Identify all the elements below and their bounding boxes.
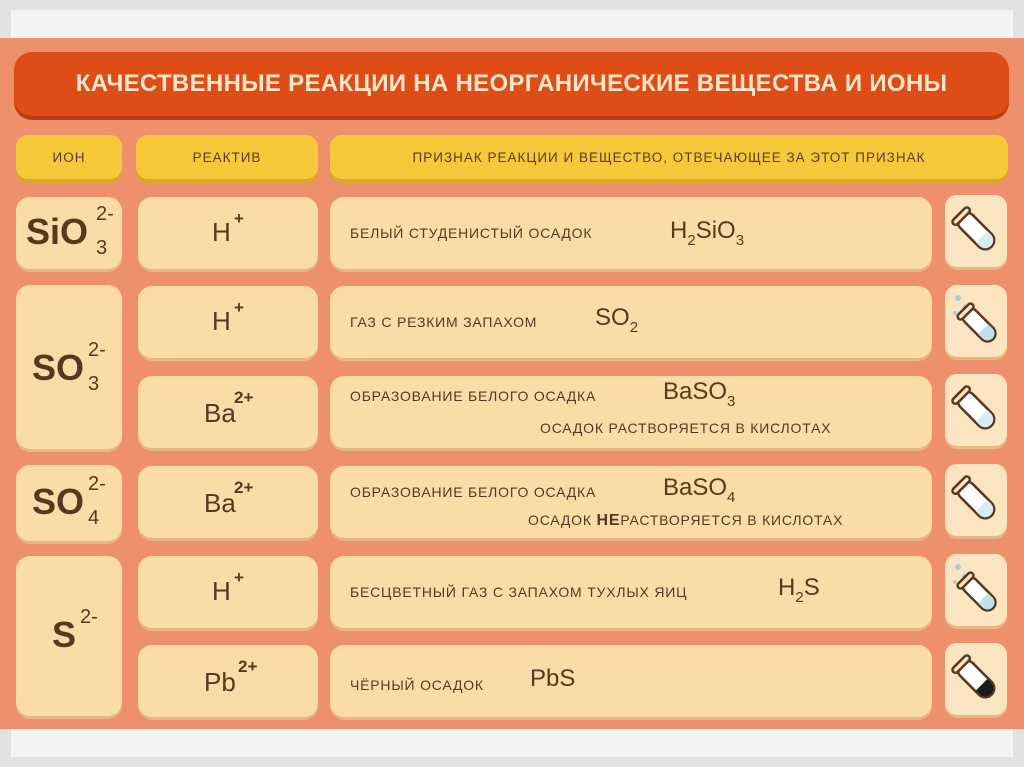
formula-subscript: 3 (727, 393, 736, 410)
reagent-symbol: Pb (204, 667, 236, 697)
test-tube-gas-bubbles-icon (945, 285, 1007, 357)
title-bar (14, 52, 1009, 116)
reagent-charge: 2+ (238, 657, 258, 676)
formula (778, 574, 820, 606)
reagent-cell (138, 376, 318, 448)
sign-text: БЕСЦВЕТНЫЙ ГАЗ С ЗАПАХОМ ТУХЛЫХ ЯИЦ (350, 584, 688, 600)
formula-subscript: 2 (795, 589, 804, 606)
test-tube-white-precipitate-icon (945, 464, 1007, 536)
formula-subscript: 2 (629, 319, 639, 336)
page-title: КАЧЕСТВЕННЫЕ РЕАКЦИИ НА НЕОРГАНИЧЕСКИЕ ВЕЩЕСТВА И ИОНЫ (75, 70, 948, 97)
ion-subscript: 3 (96, 237, 108, 259)
formula-part: BaSO (663, 474, 728, 501)
formula (670, 217, 745, 249)
sign-cell (330, 197, 932, 269)
sign-note-emphasis: НЕ (596, 512, 621, 529)
sign-text: БЕЛЫЙ СТУДЕНИСТЫЙ ОСАДОК (350, 225, 593, 241)
sign-text: ОБРАЗОВАНИЕ БЕЛОГО ОСАДКА (350, 388, 597, 404)
reagent-cell (138, 645, 318, 717)
ion-cell-so4 (16, 465, 122, 541)
sign-note: ОСАДОК РАСТВОРЯЕТСЯ В КИСЛОТАХ (540, 420, 832, 436)
header-ion (16, 135, 122, 179)
reagent-charge: + (234, 568, 244, 587)
ion-cell-s (16, 556, 122, 716)
ion-so4 (32, 473, 106, 529)
formula-subscript: 2 (687, 232, 696, 249)
ion-s (52, 606, 98, 656)
sign-note-pre: ОСАДОК (528, 512, 597, 528)
test-tube-gas-bubbles-icon (945, 554, 1007, 626)
reagent-symbol: Ba (204, 398, 236, 428)
ion-charge: 2- (80, 606, 98, 628)
reagent-cell (138, 556, 318, 628)
sign-cell (330, 466, 932, 538)
ion-base: SiO (26, 211, 89, 252)
ion-charge: 2- (88, 473, 106, 495)
formula-part: S (803, 574, 820, 601)
ion-subscript: 3 (88, 373, 100, 395)
ion-so3 (32, 339, 106, 395)
sign-cell (330, 376, 932, 448)
header-ion-label: ИОН (52, 149, 86, 165)
formula-subscript: 4 (727, 489, 736, 506)
formula-part: H (670, 217, 688, 244)
reagent-charge: 2+ (234, 478, 254, 497)
sign-note (528, 512, 843, 530)
sign-text: ЧЁРНЫЙ ОСАДОК (350, 677, 484, 693)
formula (530, 665, 575, 693)
sign-cell (330, 645, 932, 717)
reagent-symbol: Ba (204, 488, 236, 518)
ion-cell-sio3 (16, 197, 122, 269)
formula-part: PbS (530, 665, 576, 692)
ion-base: S (52, 614, 77, 655)
formula-part: H (778, 574, 796, 601)
formula-part: SO (595, 304, 630, 331)
formula-subscript: 3 (735, 232, 745, 249)
sign-cell (330, 286, 932, 358)
reagent-charge: + (234, 209, 244, 228)
formula-part: BaSO (663, 378, 728, 405)
ion-base: SO (32, 347, 85, 388)
ion-charge: 2- (96, 203, 114, 225)
header-sign-label: ПРИЗНАК РЕАКЦИИ И ВЕЩЕСТВО, ОТВЕЧАЮЩЕЕ ЗА ЭТОТ ПРИЗНАК (412, 149, 926, 165)
ion-subscript: 4 (88, 507, 100, 529)
reagent-symbol: H (212, 306, 231, 336)
ion-cell-so3 (16, 285, 122, 449)
sign-note-post: РАСТВОРЯЕТСЯ В КИСЛОТАХ (620, 512, 844, 528)
formula (595, 304, 639, 336)
sign-cell (330, 556, 932, 628)
ion-charge: 2- (88, 339, 106, 361)
reagent-cell (138, 197, 318, 269)
ion-base: SO (32, 481, 85, 522)
header-reagent (136, 135, 318, 179)
header-reagent-label: РЕАКТИВ (192, 149, 262, 165)
formula (663, 378, 736, 410)
test-tube-white-precipitate-icon (945, 195, 1007, 267)
reagent-cell (138, 466, 318, 538)
reagent-charge: + (234, 298, 244, 317)
ion-sio3 (26, 203, 114, 259)
reagent-symbol: H (212, 576, 231, 606)
sign-text: ОБРАЗОВАНИЕ БЕЛОГО ОСАДКА (350, 484, 597, 500)
test-tube-white-precipitate-icon (945, 374, 1007, 446)
formula-part: SiO (695, 217, 736, 244)
sign-text: ГАЗ С РЕЗКИМ ЗАПАХОМ (350, 314, 538, 330)
reagent-charge: 2+ (234, 388, 254, 407)
reagent-symbol: H (212, 217, 231, 247)
formula (663, 474, 736, 506)
reagent-cell (138, 286, 318, 358)
test-tube-black-precipitate-icon (945, 643, 1007, 715)
header-sign (330, 135, 1008, 179)
